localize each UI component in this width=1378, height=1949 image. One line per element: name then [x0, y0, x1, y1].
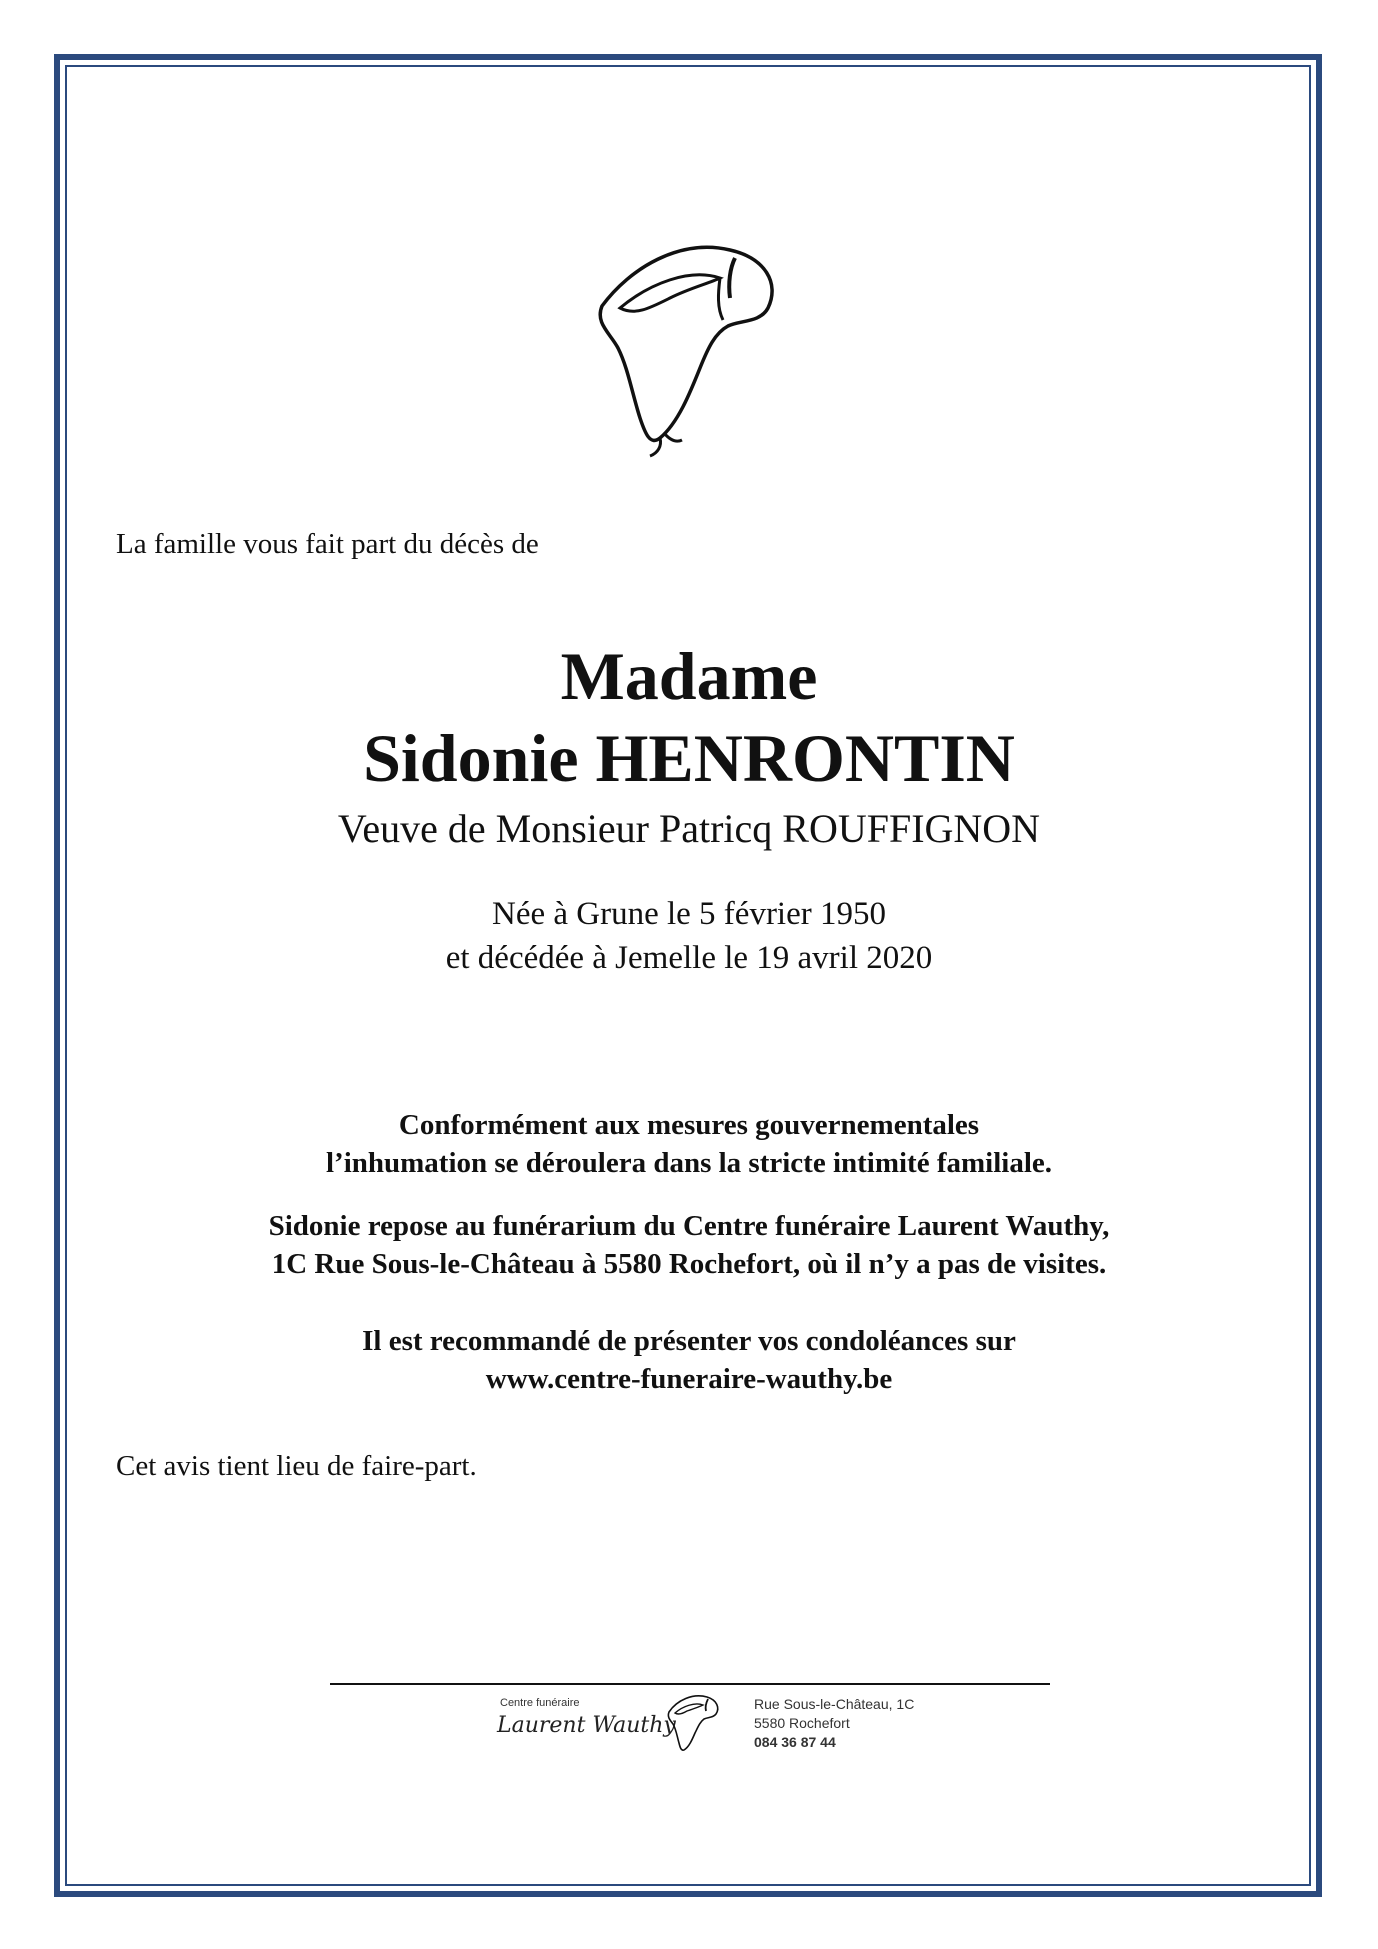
condolences-website-link[interactable]: www.centre-funeraire-wauthy.be [485, 1363, 893, 1395]
widow-line: Veuve de Monsieur Patricq ROUFFIGNON [337, 806, 1041, 851]
dates-block [66, 892, 1312, 980]
footer-divider [330, 1683, 1050, 1685]
calla-lily-icon [590, 228, 790, 458]
death-line: et décédée à Jemelle le 19 avril 2020 [445, 940, 933, 976]
footer-logo-name: Laurent Wauthy [497, 1713, 676, 1738]
intro-text: La famille vous fait part du décès de [116, 528, 539, 560]
notice-burial [66, 1106, 1312, 1182]
notice-condolences-line1: Il est recommandé de présenter vos condoléances sur [362, 1325, 1016, 1357]
closing-text: Cet avis tient lieu de faire-part. [116, 1450, 477, 1482]
title-honorific: Madame [560, 638, 818, 714]
birth-line: Née à Grune le 5 février 1950 [492, 896, 886, 932]
notice-burial-line2: l’inhumation se déroulera dans la stricte intimité familiale. [325, 1147, 1053, 1179]
footer-address [754, 1695, 914, 1752]
notice-funerarium [66, 1207, 1312, 1283]
notice-funerarium-line1: Sidonie repose au funérarium du Centre funéraire Laurent Wauthy, [268, 1210, 1110, 1242]
footer-logo-caption: Centre funéraire [500, 1697, 580, 1709]
footer-address-city: 5580 Rochefort [754, 1715, 850, 1731]
notice-funerarium-line2: 1C Rue Sous-le-Château à 5580 Rochefort, où il n’y a pas de visites. [271, 1248, 1107, 1280]
footer-lily-icon [665, 1690, 723, 1752]
notice-condolences [66, 1322, 1312, 1398]
notice-burial-line1: Conformément aux mesures gouvernementales [398, 1109, 980, 1141]
deceased-name: Sidonie HENRONTIN [363, 720, 1015, 796]
footer-phone[interactable]: 084 36 87 44 [754, 1734, 836, 1750]
footer-address-street: Rue Sous-le-Château, 1C [754, 1696, 915, 1712]
